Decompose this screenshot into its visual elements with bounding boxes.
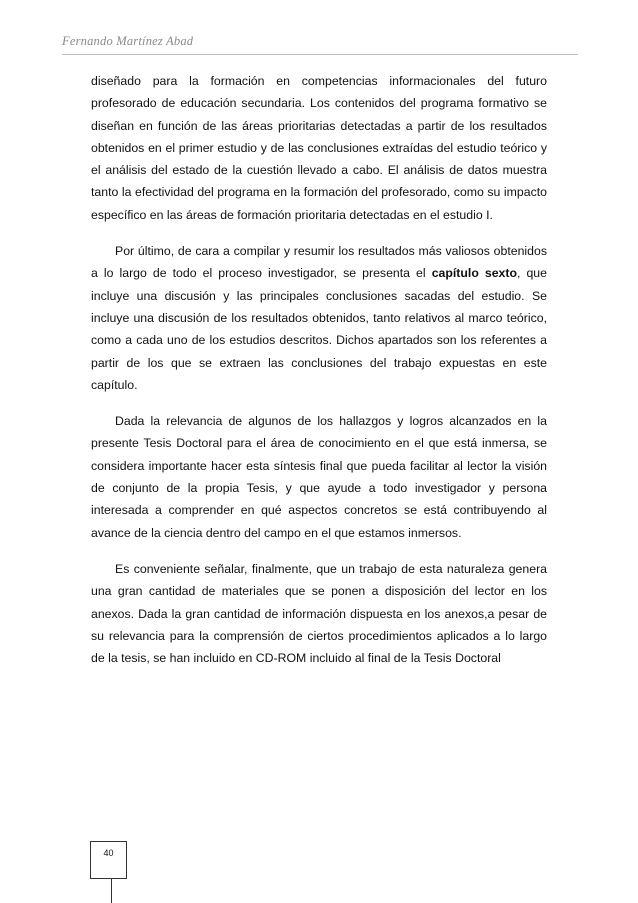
page-body — [91, 70, 547, 683]
paragraph-4: Es conveniente señalar, finalmente, que un trabajo de esta naturaleza genera una gran cantidad de materiales que se ponen a disposición del lector en los anexos. Dada la gran cantidad de información dispuesta en los anexos,a pesar de su relevancia para la comprensión de ciertos procedimientos aplicados a lo largo de la tesis, se han incluido en CD-ROM incluido al final de la Tesis Doctoral — [91, 561, 547, 666]
header-divider — [62, 54, 578, 55]
page-number-box — [90, 841, 127, 879]
page-number-line — [111, 879, 112, 903]
paragraph-2 — [91, 240, 547, 396]
running-header-author: Fernando Martínez Abad — [62, 34, 194, 48]
paragraph-2-text-start: Por último, de cara a compilar y resumir los resultados más valiosos obtenidos a lo largo de todo el proceso investigador, se presenta el — [91, 244, 547, 281]
paragraph-2-bold-chapter: capítulo sexto — [431, 266, 517, 281]
paragraph-3: Dada la relevancia de algunos de los hallazgos y logros alcanzados en la presente Tesis Doctoral para el área de conocimiento en el que está inmersa, se considera importante hacer esta síntesis final que pueda facilitar al lector la visión de conjunto de la propia Tesis, y que ayude a todo investigador y persona interesada a comprender en qué aspectos concretos se está contribuyendo al avance de la ciencia dentro del campo en el que estamos inmersos. — [91, 414, 547, 540]
paragraph-2-text-end: , que incluye una discusión y las principales conclusiones sacadas del estudio. Se incluye una discusión de los resultados obtenidos, tanto relativos al marco teórico, como a cada uno de los estudios descritos. Dichos apartados son los referentes a partir de los que se extraen las conclusiones del trabajo expuestas en este capítulo. — [91, 266, 547, 392]
page-number: 40 — [103, 848, 114, 858]
paragraph-1: diseñado para la formación en competencias informacionales del futuro profesorado de educación secundaria. Los contenidos del programa formativo se diseñan en función de las áreas prioritarias detectadas a partir de los resultados obtenidos en el primer estudio y de las conclusiones extraídas del estudio teórico y el análisis del estado de la cuestión llevado a cabo. El análisis de datos muestra tanto la efectividad del programa en la formación del profesorado, como su impacto específico en las áreas de formación prioritaria detectadas en el estudio I. — [91, 74, 547, 222]
